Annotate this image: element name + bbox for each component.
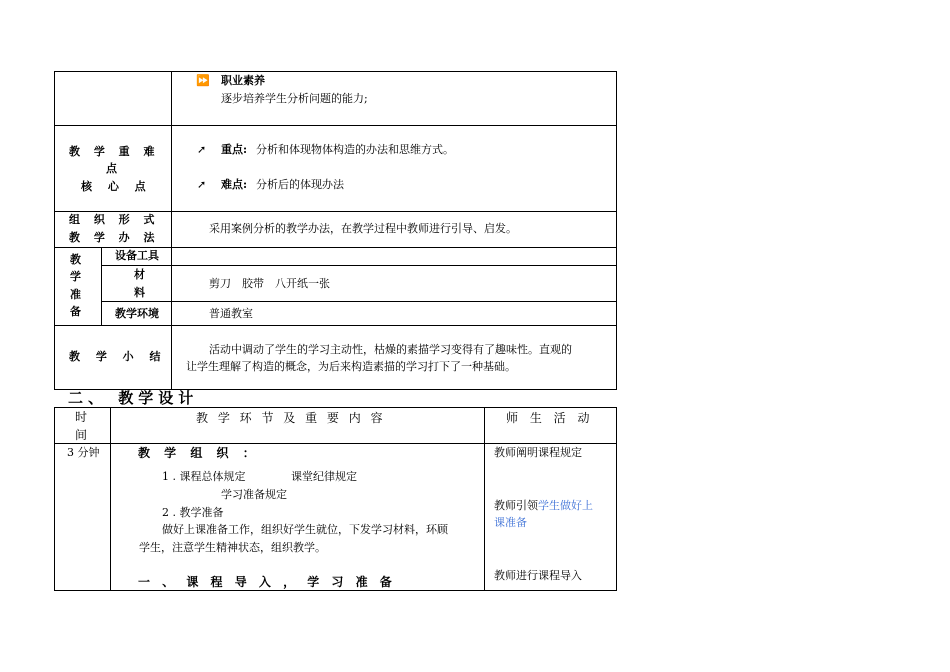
item2: 2 . 教学准备 xyxy=(162,506,224,519)
para-line1: 做好上课准备工作，组织好学生就位，下发学习材料，环顾 xyxy=(162,523,448,536)
difficulty-label: 难点: xyxy=(221,178,248,191)
activity-2-highlight: 学生做好上 xyxy=(538,499,593,512)
activity-1: 教师阐明课程规定 xyxy=(494,446,582,459)
professional-quality-heading: 职业素养 xyxy=(221,74,265,87)
table-border xyxy=(54,325,617,326)
key-point-label: 重点: xyxy=(221,143,248,156)
table-border xyxy=(54,71,55,390)
table-border xyxy=(54,407,55,591)
activity-2 xyxy=(494,499,593,513)
table-border xyxy=(54,71,617,72)
diagonal-arrow-icon: ➚ xyxy=(197,143,207,156)
intro-title: 一 、 课 程 导 入 ， 学 习 准 备 xyxy=(138,575,396,589)
table-border xyxy=(54,125,617,126)
materials-text: 剪刀 胶带 八开纸一张 xyxy=(209,277,330,290)
equipment-label: 设备工具 xyxy=(115,249,159,262)
time-header-1: 时 xyxy=(75,410,88,424)
teaching-method-label: 教 学 办 法 xyxy=(69,231,160,244)
para-line2: 学生，注意学生精神状态，组织教学。 xyxy=(139,541,326,554)
key-point-text: 分析和体现物体构造的办法和思维方式。 xyxy=(256,143,454,156)
double-arrow-icon: ⏩ xyxy=(196,74,210,87)
teaching-prep-label-char: 准 xyxy=(70,288,81,301)
teaching-prep-label-char: 备 xyxy=(70,305,81,318)
environment-label: 教学环境 xyxy=(115,307,159,320)
activity-2-highlight-2: 课准备 xyxy=(494,516,527,529)
key-points-label: 教 学 重 难 xyxy=(69,145,160,158)
table-border xyxy=(484,407,485,591)
professional-quality-text: 逐步培养学生分析问题的能力; xyxy=(221,92,368,105)
time-cell: 3 分钟 xyxy=(67,446,100,459)
teaching-prep-label-char: 教 xyxy=(70,253,81,266)
difficulty-text: 分析后的体现办法 xyxy=(256,178,344,191)
item1-c: 学习准备规定 xyxy=(221,488,287,501)
org-title: 教 学 组 织 ： xyxy=(138,446,260,460)
materials-label-1: 材 xyxy=(134,268,145,281)
table-border xyxy=(171,325,172,390)
table-border xyxy=(54,247,617,248)
table-border xyxy=(54,407,617,408)
table-border xyxy=(616,71,617,390)
table-border xyxy=(101,301,617,302)
activity-header: 师 生 活 动 xyxy=(506,411,594,425)
summary-text-line2: 让学生理解了构造的概念，为后来构造素描的学习打下了一种基础。 xyxy=(186,360,516,373)
teaching-method-text: 采用案例分析的教学办法，在教学过程中教师进行引导、启发。 xyxy=(209,222,517,235)
table-border xyxy=(101,265,617,266)
table-border xyxy=(616,407,617,591)
table-border xyxy=(171,71,172,248)
key-points-label-2: 点 xyxy=(106,162,117,175)
content-header: 教 学 环 节 及 重 要 内 容 xyxy=(196,411,386,425)
item1-a: 1 . 课程总体规定 xyxy=(162,470,246,483)
table-border xyxy=(110,407,111,591)
time-header-2: 间 xyxy=(75,428,88,442)
section-title: 二、 教学设计 xyxy=(68,389,199,407)
table-border xyxy=(54,211,617,212)
item1-b: 课堂纪律规定 xyxy=(291,470,357,483)
table-border xyxy=(171,247,172,326)
environment-text: 普通教室 xyxy=(209,307,253,320)
activity-2-plain: 教师引领 xyxy=(494,499,538,512)
activity-3: 教师进行课程导入 xyxy=(494,569,582,582)
diagonal-arrow-icon: ➚ xyxy=(197,178,207,191)
summary-text-line1: 活动中调动了学生的学习主动性，枯燥的素描学习变得有了趣味性。直观的 xyxy=(209,343,572,356)
table-border xyxy=(54,590,617,591)
table-border xyxy=(54,443,617,444)
summary-label: 教 学 小 结 xyxy=(69,350,167,363)
teaching-prep-label-char: 学 xyxy=(70,270,81,283)
table-border xyxy=(101,247,102,326)
organization-form-label: 组 织 形 式 xyxy=(69,213,160,226)
core-points-label: 核 心 点 xyxy=(81,180,152,193)
materials-label-2: 料 xyxy=(134,286,145,299)
